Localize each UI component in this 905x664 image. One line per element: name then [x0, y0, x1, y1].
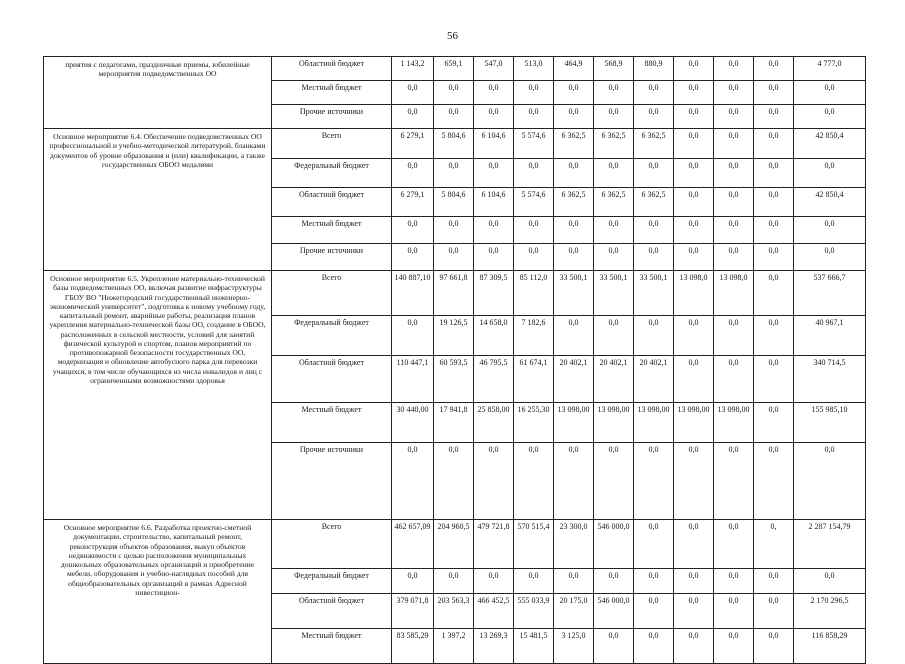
- amount-cell: 0,0: [514, 443, 554, 520]
- amount-cell: 0,0: [714, 316, 754, 356]
- amount-cell: 33 500,1: [554, 271, 594, 316]
- amount-cell: 7 182,6: [514, 316, 554, 356]
- funding-source: Федеральный бюджет: [272, 159, 392, 188]
- amount-cell: 15 481,5: [514, 629, 554, 664]
- amount-cell: 6 104,6: [474, 188, 514, 217]
- amount-cell: 0,0: [392, 105, 434, 129]
- amount-cell: 0,0: [714, 188, 754, 217]
- amount-cell: 0,0: [714, 105, 754, 129]
- funding-source: Областной бюджет: [272, 356, 392, 403]
- amount-cell: 0,0: [434, 443, 474, 520]
- amount-cell: 6 279,1: [392, 188, 434, 217]
- amount-cell: 0,0: [434, 159, 474, 188]
- amount-cell: 33 500,1: [594, 271, 634, 316]
- amount-cell: 0,0: [474, 569, 514, 594]
- funding-table: [43, 56, 866, 664]
- amount-cell: 0,0: [434, 81, 474, 105]
- amount-cell: 0,0: [754, 594, 794, 629]
- total-cell: 116 858,29: [794, 629, 866, 664]
- amount-cell: 19 126,5: [434, 316, 474, 356]
- amount-cell: 6 362,5: [594, 188, 634, 217]
- table-row: [44, 129, 866, 159]
- table-row: [44, 57, 866, 81]
- funding-source: Всего: [272, 271, 392, 316]
- amount-cell: 5 574,6: [514, 129, 554, 159]
- amount-cell: 0,0: [474, 159, 514, 188]
- amount-cell: 0,0: [514, 217, 554, 244]
- amount-cell: 0,0: [754, 188, 794, 217]
- amount-cell: 0,0: [634, 81, 674, 105]
- funding-source: Областной бюджет: [272, 594, 392, 629]
- total-cell: 0,0: [794, 244, 866, 271]
- amount-cell: 0,0: [674, 316, 714, 356]
- amount-cell: 547,0: [474, 57, 514, 81]
- amount-cell: 14 658,0: [474, 316, 514, 356]
- amount-cell: 0,0: [434, 105, 474, 129]
- amount-cell: 546 000,0: [594, 520, 634, 569]
- amount-cell: 5 804,6: [434, 129, 474, 159]
- amount-cell: 20 402,1: [634, 356, 674, 403]
- amount-cell: 0,0: [674, 105, 714, 129]
- funding-source: Местный бюджет: [272, 81, 392, 105]
- amount-cell: 3 125,0: [554, 629, 594, 664]
- amount-cell: 0,0: [554, 569, 594, 594]
- amount-cell: 462 657,09: [392, 520, 434, 569]
- amount-cell: 0,0: [434, 217, 474, 244]
- amount-cell: 0,0: [634, 594, 674, 629]
- amount-cell: 0,0: [634, 316, 674, 356]
- total-cell: 2 170 296,5: [794, 594, 866, 629]
- amount-cell: 0,0: [714, 244, 754, 271]
- amount-cell: 5 804,6: [434, 188, 474, 217]
- amount-cell: 0,0: [554, 159, 594, 188]
- amount-cell: 13 098,0: [714, 271, 754, 316]
- amount-cell: 464,9: [554, 57, 594, 81]
- amount-cell: 13 269,3: [474, 629, 514, 664]
- activity-description: приятия с педагогами, праздничные приемы, юбилейные мероприятия подведомственных ОО: [44, 57, 272, 129]
- amount-cell: 0,0: [754, 129, 794, 159]
- amount-cell: 0,0: [754, 159, 794, 188]
- amount-cell: 546 000,0: [594, 594, 634, 629]
- total-cell: 42 850,4: [794, 129, 866, 159]
- table-row: [44, 271, 866, 316]
- amount-cell: 6 362,5: [634, 188, 674, 217]
- amount-cell: 0,: [754, 520, 794, 569]
- activity-description: Основное мероприятие 6.6. Разработка проектно-сметной документации, строительство, капитальный ремонт, реконструкция объектов образования, выкуп объектов недвижимости с целью расположения муниципальных дошкольных образовательных организаций и приобретение мебели, оборудования и учебно-наглядных пособий для общеобразовательных организаций в рамках Адресной инвестицион-: [44, 520, 272, 664]
- amount-cell: 16 255,30: [514, 403, 554, 443]
- amount-cell: 0,0: [754, 403, 794, 443]
- amount-cell: 0,0: [514, 244, 554, 271]
- amount-cell: 83 585,29: [392, 629, 434, 664]
- amount-cell: 0,0: [514, 569, 554, 594]
- amount-cell: 513,0: [514, 57, 554, 81]
- total-cell: 0,0: [794, 443, 866, 520]
- amount-cell: 0,0: [634, 217, 674, 244]
- amount-cell: 0,0: [392, 443, 434, 520]
- funding-source: Областной бюджет: [272, 57, 392, 81]
- page-number: 56: [447, 30, 458, 42]
- activity-description: Основное мероприятие 6.5. Укрепление материально-технической базы подведомственных ОО, включая развитие инфраструктуры ГБОУ ВО "Нижегородский государственный инженерно-экономический университет", подготовка к новому учебному году, капитальный ремонт, аварийные работы, реализация планов укрепления материально-технической базы ОО, создание в ОБОО, расположенных в сельской местности, условий для занятий физической культурой и спортом, планов мероприятий по противопожарной безопасности государственных ОО, модернизация и обновление автобусного парка для перевозки учащихся, в том числе обучающихся из числа инвалидов и лиц с ограниченными возможностями здоровья: [44, 271, 272, 520]
- amount-cell: 13 098,00: [634, 403, 674, 443]
- funding-source: Прочие источники: [272, 105, 392, 129]
- amount-cell: 0,0: [714, 443, 754, 520]
- amount-cell: 204 960,5: [434, 520, 474, 569]
- amount-cell: 0,0: [754, 271, 794, 316]
- amount-cell: 379 071,8: [392, 594, 434, 629]
- funding-source: Всего: [272, 129, 392, 159]
- amount-cell: 0,0: [754, 57, 794, 81]
- amount-cell: 0,0: [714, 129, 754, 159]
- amount-cell: 0,0: [514, 159, 554, 188]
- funding-source: Федеральный бюджет: [272, 316, 392, 356]
- amount-cell: 0,0: [594, 217, 634, 244]
- amount-cell: 0,0: [714, 594, 754, 629]
- amount-cell: 0,0: [714, 629, 754, 664]
- amount-cell: 140 887,10: [392, 271, 434, 316]
- amount-cell: 60 593,5: [434, 356, 474, 403]
- amount-cell: 0,0: [594, 316, 634, 356]
- amount-cell: 0,0: [634, 159, 674, 188]
- amount-cell: 17 941,8: [434, 403, 474, 443]
- amount-cell: 0,0: [674, 356, 714, 403]
- amount-cell: 13 098,0: [674, 271, 714, 316]
- amount-cell: 0,0: [554, 81, 594, 105]
- amount-cell: 0,0: [634, 443, 674, 520]
- amount-cell: 466 452,5: [474, 594, 514, 629]
- amount-cell: 0,0: [594, 629, 634, 664]
- amount-cell: 203 563,3: [434, 594, 474, 629]
- amount-cell: 0,0: [474, 244, 514, 271]
- amount-cell: 0,0: [674, 217, 714, 244]
- amount-cell: 0,0: [714, 81, 754, 105]
- amount-cell: 6 104,6: [474, 129, 514, 159]
- amount-cell: 85 112,0: [514, 271, 554, 316]
- amount-cell: 0,0: [594, 244, 634, 271]
- amount-cell: 61 674,1: [514, 356, 554, 403]
- amount-cell: 0,0: [594, 569, 634, 594]
- activity-description: Основное мероприятие 6.4. Обеспечение подведомственных ОО профессиональной и учебно-методической литературой, бланками документов об уровне образования и (или) квалификации, а также государственных ОБОО медалями: [44, 129, 272, 271]
- amount-cell: 0,0: [392, 81, 434, 105]
- amount-cell: 0,0: [674, 159, 714, 188]
- amount-cell: 0,0: [754, 105, 794, 129]
- amount-cell: 0,0: [754, 356, 794, 403]
- amount-cell: 0,0: [594, 443, 634, 520]
- funding-source: Всего: [272, 520, 392, 569]
- amount-cell: 6 362,5: [594, 129, 634, 159]
- amount-cell: 25 858,00: [474, 403, 514, 443]
- amount-cell: 0,0: [392, 217, 434, 244]
- amount-cell: 1 143,2: [392, 57, 434, 81]
- total-cell: 340 714,5: [794, 356, 866, 403]
- amount-cell: 0,0: [634, 244, 674, 271]
- amount-cell: 0,0: [754, 629, 794, 664]
- amount-cell: 0,0: [474, 105, 514, 129]
- amount-cell: 0,0: [714, 569, 754, 594]
- funding-source: Областной бюджет: [272, 188, 392, 217]
- amount-cell: 0,0: [634, 629, 674, 664]
- amount-cell: 0,0: [594, 81, 634, 105]
- amount-cell: 0,0: [714, 520, 754, 569]
- table-row: [44, 520, 866, 569]
- total-cell: 0,0: [794, 569, 866, 594]
- amount-cell: 5 574,6: [514, 188, 554, 217]
- amount-cell: 479 721,8: [474, 520, 514, 569]
- amount-cell: 20 402,1: [594, 356, 634, 403]
- amount-cell: 0,0: [634, 520, 674, 569]
- amount-cell: 0,0: [634, 569, 674, 594]
- amount-cell: 568,9: [594, 57, 634, 81]
- amount-cell: 13 098,00: [554, 403, 594, 443]
- amount-cell: 20 402,1: [554, 356, 594, 403]
- funding-source: Местный бюджет: [272, 629, 392, 664]
- amount-cell: 0,0: [674, 57, 714, 81]
- funding-source: Местный бюджет: [272, 217, 392, 244]
- amount-cell: 0,0: [674, 569, 714, 594]
- amount-cell: 0,0: [594, 105, 634, 129]
- funding-source: Федеральный бюджет: [272, 569, 392, 594]
- total-cell: 155 985,10: [794, 403, 866, 443]
- amount-cell: 0,0: [514, 81, 554, 105]
- amount-cell: 659,1: [434, 57, 474, 81]
- amount-cell: 23 300,0: [554, 520, 594, 569]
- total-cell: 0,0: [794, 217, 866, 244]
- amount-cell: 33 500,1: [634, 271, 674, 316]
- amount-cell: 0,0: [634, 105, 674, 129]
- amount-cell: 555 033,9: [514, 594, 554, 629]
- amount-cell: 0,0: [434, 569, 474, 594]
- amount-cell: 0,0: [754, 244, 794, 271]
- amount-cell: 0,0: [554, 443, 594, 520]
- amount-cell: 0,0: [554, 105, 594, 129]
- amount-cell: 110 447,1: [392, 356, 434, 403]
- amount-cell: 0,0: [754, 217, 794, 244]
- total-cell: 0,0: [794, 159, 866, 188]
- total-cell: 4 777,0: [794, 57, 866, 81]
- total-cell: 40 967,1: [794, 316, 866, 356]
- amount-cell: 0,0: [674, 188, 714, 217]
- amount-cell: 13 098,00: [714, 403, 754, 443]
- amount-cell: 0,0: [674, 129, 714, 159]
- amount-cell: 97 661,8: [434, 271, 474, 316]
- amount-cell: 0,0: [754, 316, 794, 356]
- amount-cell: 0,0: [674, 244, 714, 271]
- funding-source: Прочие источники: [272, 443, 392, 520]
- amount-cell: 13 098,00: [674, 403, 714, 443]
- amount-cell: 6 362,5: [554, 129, 594, 159]
- amount-cell: 0,0: [554, 217, 594, 244]
- amount-cell: 0,0: [754, 569, 794, 594]
- amount-cell: 0,0: [714, 159, 754, 188]
- amount-cell: 0,0: [674, 81, 714, 105]
- amount-cell: 0,0: [554, 244, 594, 271]
- total-cell: 0,0: [794, 105, 866, 129]
- amount-cell: 0,0: [714, 356, 754, 403]
- amount-cell: 30 440,00: [392, 403, 434, 443]
- amount-cell: 0,0: [594, 159, 634, 188]
- amount-cell: 0,0: [674, 594, 714, 629]
- amount-cell: 6 362,5: [634, 129, 674, 159]
- amount-cell: 880,9: [634, 57, 674, 81]
- amount-cell: 0,0: [474, 217, 514, 244]
- amount-cell: 0,0: [392, 569, 434, 594]
- amount-cell: 0,0: [674, 520, 714, 569]
- amount-cell: 13 098,00: [594, 403, 634, 443]
- amount-cell: 0,0: [392, 159, 434, 188]
- amount-cell: 570 515,4: [514, 520, 554, 569]
- amount-cell: 0,0: [474, 443, 514, 520]
- amount-cell: 0,0: [714, 217, 754, 244]
- amount-cell: 0,0: [434, 244, 474, 271]
- amount-cell: 46 795,5: [474, 356, 514, 403]
- amount-cell: 0,0: [392, 244, 434, 271]
- amount-cell: 0,0: [554, 316, 594, 356]
- total-cell: 0,0: [794, 81, 866, 105]
- amount-cell: 0,0: [514, 105, 554, 129]
- amount-cell: 0,0: [714, 57, 754, 81]
- amount-cell: 0,0: [674, 443, 714, 520]
- amount-cell: 87 309,5: [474, 271, 514, 316]
- amount-cell: 6 362,5: [554, 188, 594, 217]
- amount-cell: 20 175,0: [554, 594, 594, 629]
- amount-cell: 0,0: [754, 443, 794, 520]
- funding-source: Местный бюджет: [272, 403, 392, 443]
- amount-cell: 1 397,2: [434, 629, 474, 664]
- total-cell: 537 666,7: [794, 271, 866, 316]
- amount-cell: 0,0: [392, 316, 434, 356]
- amount-cell: 0,0: [674, 629, 714, 664]
- funding-source: Прочие источники: [272, 244, 392, 271]
- amount-cell: 0,0: [754, 81, 794, 105]
- total-cell: 2 287 154,79: [794, 520, 866, 569]
- total-cell: 42 850,4: [794, 188, 866, 217]
- amount-cell: 0,0: [474, 81, 514, 105]
- amount-cell: 6 279,1: [392, 129, 434, 159]
